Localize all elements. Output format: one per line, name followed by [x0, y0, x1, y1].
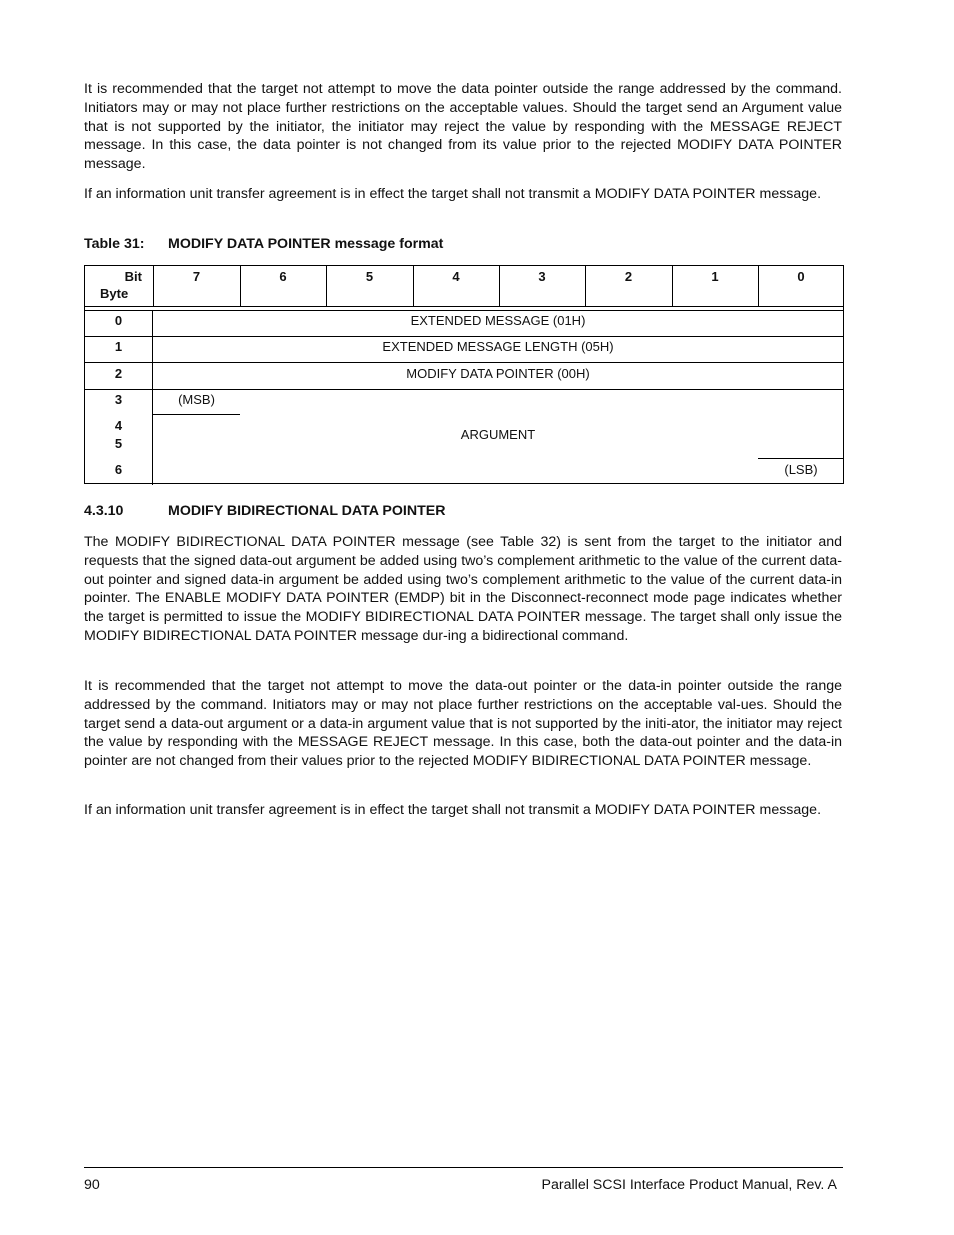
section-title: MODIFY BIDIRECTIONAL DATA POINTER — [168, 503, 446, 519]
lsb-marker: (LSB) — [784, 462, 818, 477]
table-caption-number: Table 31: — [84, 236, 145, 252]
body-paragraph: If an information unit transfer agreement is in effect the target shall not transmit a MODIFY DATA POINTER message. — [84, 802, 822, 818]
argument-field: ARGUMENT — [460, 427, 536, 442]
body-paragraph: If an information unit transfer agreement is in effect the target shall not transmit a MODIFY DATA POINTER message. — [84, 186, 822, 202]
header-byte-label: Byte — [100, 286, 129, 301]
bit-header: 3 — [538, 269, 546, 284]
bit-header: 6 — [279, 269, 287, 284]
bit-header: 1 — [711, 269, 719, 284]
byte-label: 0 — [114, 313, 123, 328]
header-bit-label: Bit — [124, 269, 142, 284]
bit-header: 5 — [365, 269, 374, 284]
bit-header: 2 — [624, 269, 633, 284]
byte-label: 4 — [114, 418, 123, 433]
byte-label: 3 — [114, 392, 123, 407]
body-paragraph: It is recommended that the target not attempt to move the data pointer outside the range addressed by the command. Initiators may or may not place further restrictions on the acceptable values. Should the target send an Argument value that is not supported by the initiator, the initiator may reject the value by responding with the MESSAGE REJECT message. In this case, the data pointer is not changed from its value prior to the rejected MODIFY DATA POINTER message. — [84, 81, 842, 173]
byte-label: 5 — [114, 436, 123, 451]
bit-header: 0 — [797, 269, 805, 284]
byte-label: 6 — [114, 462, 123, 477]
msb-marker: (MSB) — [178, 392, 215, 407]
extended-message-length-field: EXTENDED MESSAGE LENGTH (05H) — [382, 339, 614, 354]
message-format-table — [84, 265, 844, 484]
table-caption — [84, 236, 443, 252]
extended-message-field: EXTENDED MESSAGE (01H) — [410, 313, 586, 328]
bit-header: 7 — [192, 269, 201, 284]
byte-label: 2 — [114, 366, 123, 381]
section-heading — [84, 503, 445, 519]
body-paragraph: The MODIFY BIDIRECTIONAL DATA POINTER message (see Table 32) is sent from the target to the initiator and requests that the signed data-out argument be added using two’s complement arithmetic to the value of the current data-out pointer and signed data-in argument be added using two’s complement arithmetic to the value of the current data-in pointer. The ENABLE MODIFY DATA POINTER (EMDP) bit in the Disconnect-reconnect mode page indicates whether the target is permitted to issue the MODIFY BIDIRECTIONAL DATA POINTER message. The target shall only issue the MODIFY BIDIRECTIONAL DATA POINTER message dur-ing a bidirectional command. — [84, 534, 842, 644]
modify-data-pointer-field: MODIFY DATA POINTER (00H) — [406, 366, 590, 381]
body-paragraph: It is recommended that the target not attempt to move the data-out pointer or the data-in pointer outside the range addressed by the command. Initiators may or may not place further restrictions on the acceptable val-ues. Should the target send a data-out argument or a data-in argument value that is not supported by the initi-ator, the initiator may reject the value by responding with the MESSAGE REJECT message. In this case, both the data-out pointer and the data-in pointer are not changed from their values prior to the rejected MODIFY BIDIRECTIONAL DATA POINTER message. — [84, 678, 842, 770]
section-number: 4.3.10 — [84, 503, 124, 519]
bit-header: 4 — [452, 269, 460, 284]
table-caption-title: MODIFY DATA POINTER message format — [168, 236, 444, 252]
byte-label: 1 — [114, 339, 123, 354]
manual-title: Parallel SCSI Interface Product Manual, Rev. A — [541, 1177, 837, 1193]
page-number: 90 — [84, 1177, 100, 1193]
footer-divider — [84, 1167, 843, 1168]
